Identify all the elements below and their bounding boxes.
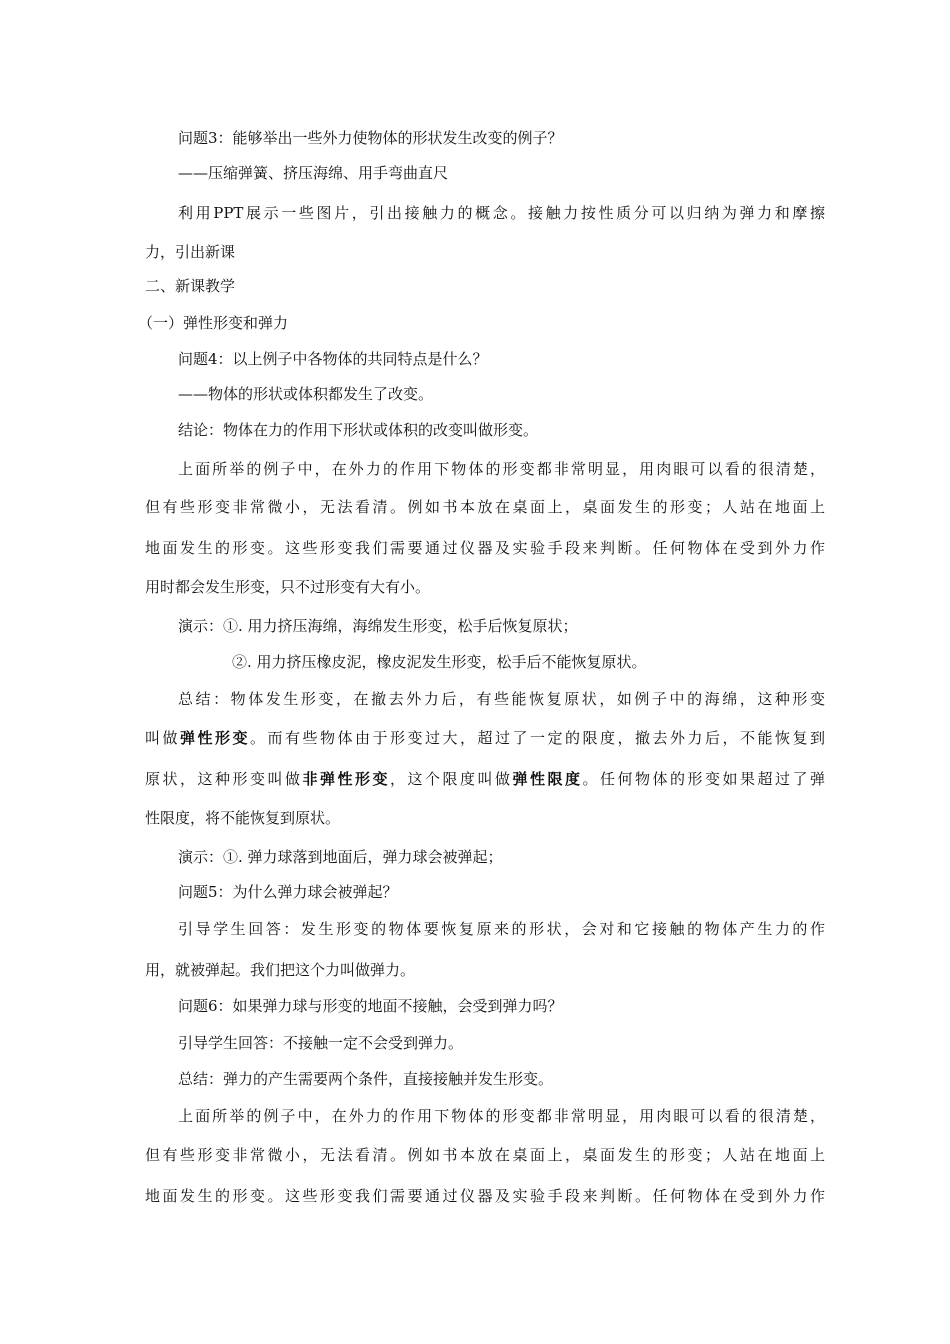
paragraph-ppt-line-2: 力，引出新课	[145, 243, 236, 261]
conclusion-deformation: 结论：物体在力的作用下形状或体积的改变叫做形变。	[178, 421, 539, 439]
question-3: 问题3：能够举出一些外力使物体的形状发生改变的例子？	[178, 129, 563, 147]
answer-5-line-1: 引导学生回答：发生形变的物体要恢复原来的形状，会对和它接触的物体产生力的作	[178, 920, 825, 938]
summary-text: 原状，这种形变叫做	[145, 770, 303, 788]
answer-4: ——物体的形状或体积都发生了改变。	[178, 385, 434, 403]
answer-5-line-2: 用，就被弹起。我们把这个力叫做弹力。	[145, 961, 416, 979]
term-elastic-deformation: 弹性形变	[180, 729, 250, 747]
demo-clay: ②. 用力挤压橡皮泥，橡皮泥发生形变，松手后不能恢复原状。	[232, 653, 647, 671]
summary-line-2	[145, 728, 825, 748]
section-heading-new-lesson: 二、新课教学	[145, 277, 236, 295]
answer-6: 引导学生回答：不接触一定不会受到弹力。	[178, 1034, 464, 1052]
summary-line-1: 总结：物体发生形变，在撤去外力后，有些能恢复原状，如例子中的海绵，这种形变	[178, 690, 825, 708]
paragraph-examples-line-3: 地面发生的形变。这些形变我们需要通过仪器及实验手段来判断。任何物体在受到外力作	[145, 539, 825, 557]
paragraph-examples-line-2: 但有些形变非常微小，无法看清。例如书本放在桌面上，桌面发生的形变；人站在地面上	[145, 498, 825, 516]
question-4: 问题4：以上例子中各物体的共同特点是什么？	[178, 350, 488, 368]
summary-line-4: 性限度，将不能恢复到原状。	[145, 809, 341, 827]
paragraph-ppt-line-1: 利用PPT展示一些图片，引出接触力的概念。接触力按性质分可以归纳为弹力和摩擦	[178, 204, 825, 222]
term-elastic-limit: 弹性限度	[512, 770, 583, 788]
question-5: 问题5：为什么弹力球会被弹起？	[178, 883, 398, 901]
paragraph-examples-line-4: 用时都会发生形变，只不过形变有大有小。	[145, 578, 431, 596]
paragraph-examples-line-1: 上面所举的例子中，在外力的作用下物体的形变都非常明显，用肉眼可以看的很清楚，	[178, 460, 825, 478]
summary-conditions: 总结：弹力的产生需要两个条件，直接接触并发生形变。	[178, 1070, 554, 1088]
summary-line-3	[145, 769, 825, 789]
question-6: 问题6：如果弹力球与形变的地面不接触，会受到弹力吗？	[178, 997, 563, 1015]
demo-sponge: 演示：①. 用力挤压海绵，海绵发生形变，松手后恢复原状；	[178, 617, 578, 635]
summary-text: 叫做	[145, 729, 180, 747]
subsection-heading-elastic: （一）弹性形变和弹力	[138, 314, 289, 332]
summary-text: 。而有些物体由于形变过大，超过了一定的限度，撤去外力后，不能恢复到	[250, 729, 825, 747]
demo-ball: 演示：①. 弹力球落到地面后，弹力球会被弹起；	[178, 848, 503, 866]
paragraph-repeat-line-3: 地面发生的形变。这些形变我们需要通过仪器及实验手段来判断。任何物体在受到外力作	[145, 1187, 825, 1205]
term-inelastic-deformation: 非弹性形变	[302, 770, 390, 788]
paragraph-repeat-line-1: 上面所举的例子中，在外力的作用下物体的形变都非常明显，用肉眼可以看的很清楚，	[178, 1107, 825, 1125]
summary-text: ，这个限度叫做	[389, 770, 513, 788]
paragraph-repeat-line-2: 但有些形变非常微小，无法看清。例如书本放在桌面上，桌面发生的形变；人站在地面上	[145, 1146, 825, 1164]
summary-text: 。任何物体的形变如果超过了弹	[582, 770, 825, 788]
answer-3: ——压缩弹簧、挤压海绵、用手弯曲直尺	[178, 164, 449, 182]
